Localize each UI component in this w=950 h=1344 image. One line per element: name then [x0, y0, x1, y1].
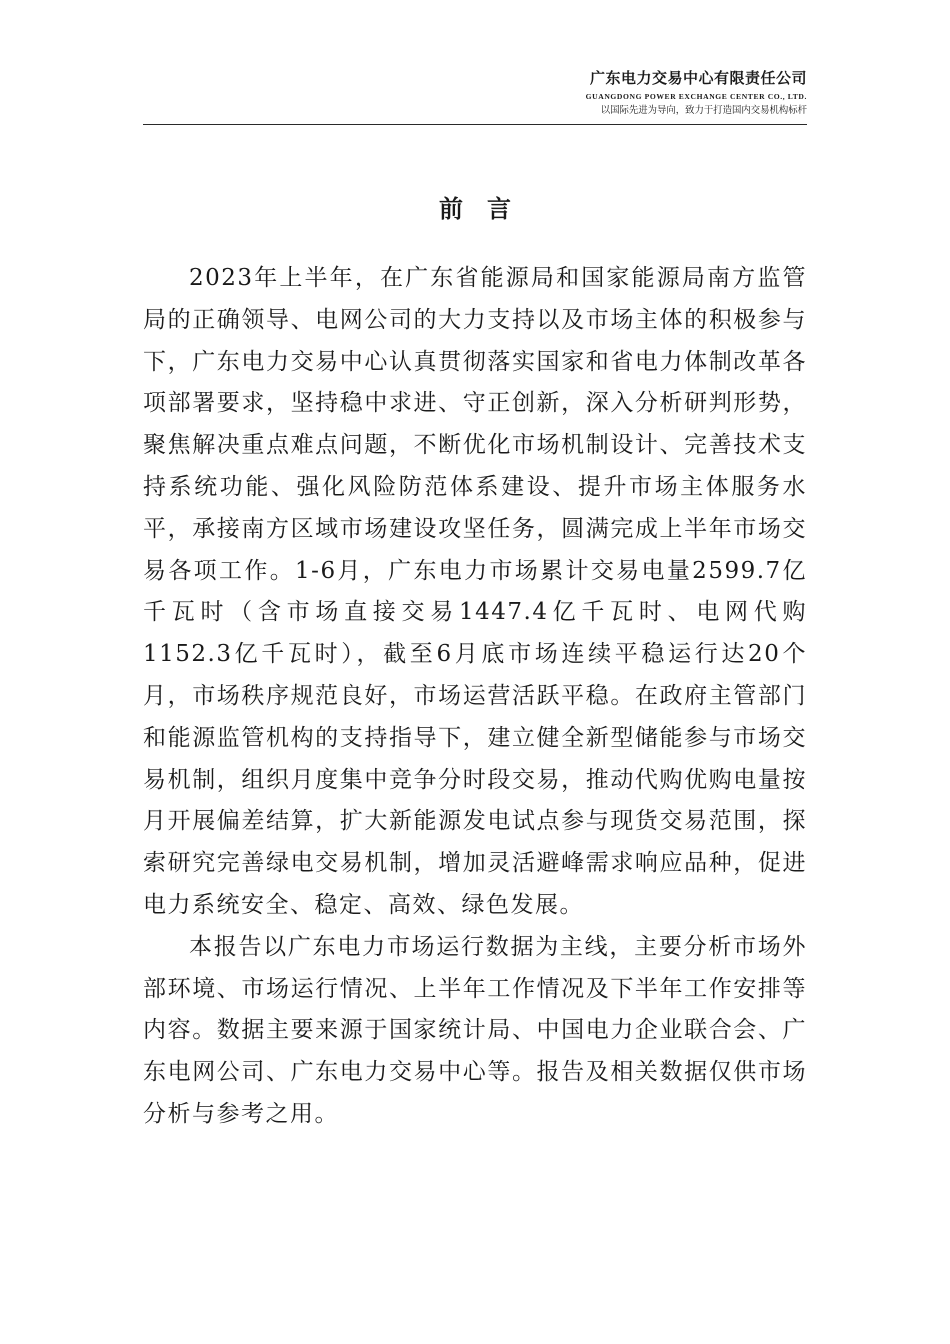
document-body	[143, 258, 807, 1136]
page-header	[143, 66, 807, 117]
company-name-english: GUANGDONG POWER EXCHANGE CENTER CO., LTD.	[585, 92, 807, 101]
header-divider	[143, 124, 807, 125]
paragraph-2: 本报告以广东电力市场运行数据为主线，主要分析市场外部环境、市场运行情况、上半年工作情况及下半年工作安排等内容。数据主要来源于国家统计局、中国电力企业联合会、广东电网公司、广东电力交易中心等。报告及相关数据仅供市场分析与参考之用。	[143, 933, 807, 1127]
company-slogan: 以国际先进为导向，致力于打造国内交易机构标杆	[600, 105, 807, 116]
company-name: 广东电力交易中心有限责任公司	[589, 69, 807, 87]
paragraph-1: 2023年上半年，在广东省能源局和国家能源局南方监管局的正确领导、电网公司的大力支持以及市场主体的积极参与下，广东电力交易中心认真贯彻落实国家和省电力体制改革各项部署要求，坚持稳中求进、守正创新，深入分析研判形势，聚焦解决重点难点问题，不断优化市场机制设计、完善技术支持系统功能、强化风险防范体系建设、提升市场主体服务水平，承接南方区域市场建设攻坚任务，圆满完成上半年市场交易各项工作。1-6月，广东电力市场累计交易电量2599.7亿千瓦时（含市场直接交易1447.4亿千瓦时、电网代购1152.3亿千瓦时），截至6月底市场连续平稳运行达20个月，市场秩序规范良好，市场运营活跃平稳。在政府主管部门和能源监管机构的支持指导下，建立健全新型储能参与市场交易机制，组织月度集中竞争分时段交易，推动代购优购电量按月开展偏差结算，扩大新能源发电试点参与现货交易范围，探索研究完善绿电交易机制，增加灵活避峰需求响应品种，促进电力系统安全、稳定、高效、绿色发展。	[143, 265, 807, 918]
page-title: 前言	[439, 195, 535, 223]
